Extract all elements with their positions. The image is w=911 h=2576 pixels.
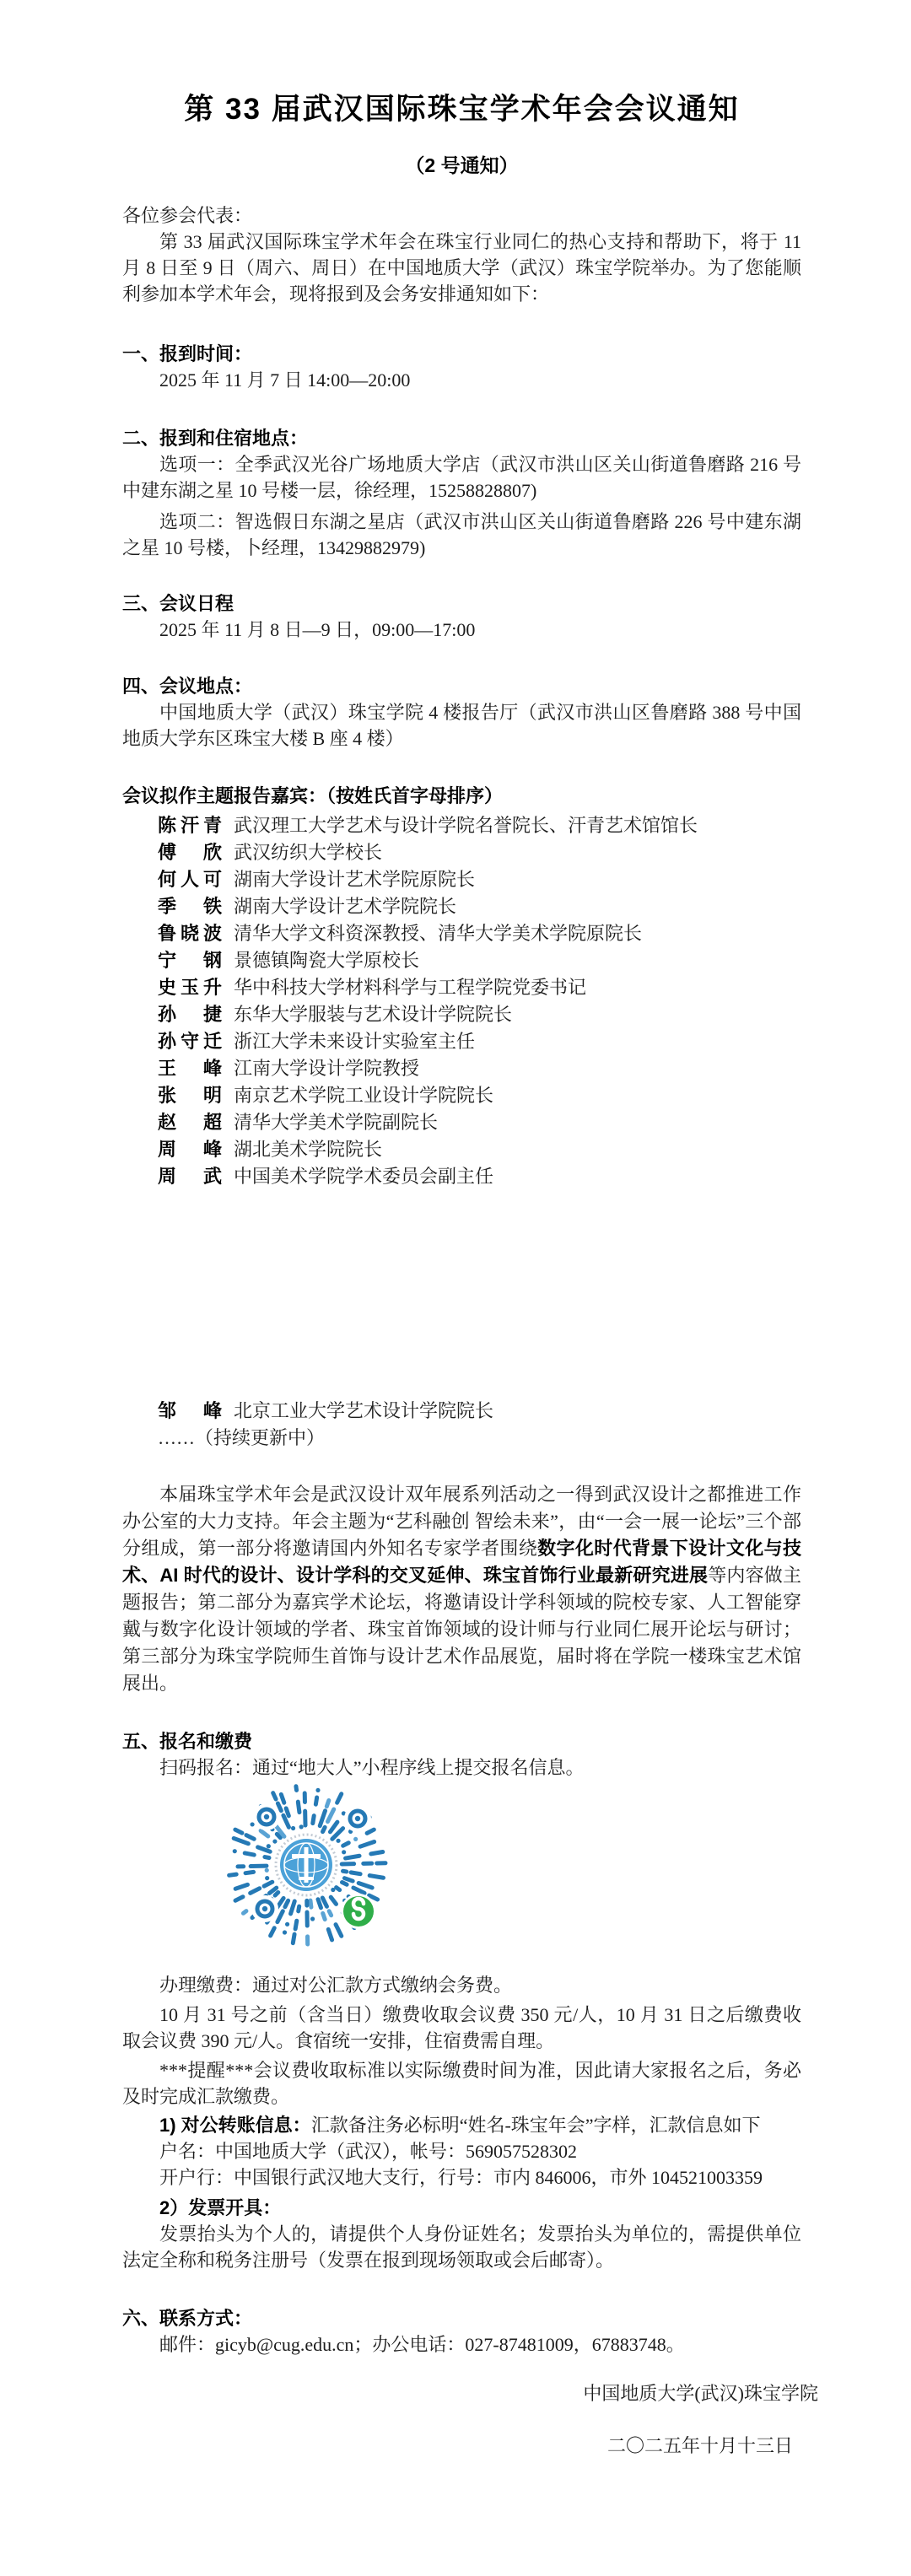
speaker-title: 湖南大学设计艺术学院院长	[234, 896, 457, 917]
transfer-info-label: 1) 对公转账信息：	[159, 2115, 311, 2136]
speaker-title: 武汉纺织大学校长	[234, 842, 383, 863]
speaker-row	[122, 920, 801, 947]
transfer-info-line	[122, 2112, 801, 2138]
speaker-name: 史玉升	[158, 977, 227, 998]
contact-info: 邮件：gicyb@cug.edu.cn；办公电话：027-87481009，67883748。	[159, 2334, 685, 2355]
speaker-name: 王 峰	[158, 1058, 227, 1079]
section-5-heading: 五、报名和缴费	[122, 1731, 253, 1752]
intro-paragraph: 第 33 届武汉国际珠宝学术年会在珠宝行业同仁的热心支持和帮助下，将于 11 月 8 日至 9 日（周六、周日）在中国地质大学（武汉）珠宝学院举办。为了您能顺利参加本学术年会，现将报到及会务安排通知如下：	[122, 231, 801, 304]
speaker-title: 浙江大学未来设计实验室主任	[234, 1031, 476, 1052]
speaker-row	[122, 1001, 801, 1028]
fee-line: 10 月 31 号之前（含当日）缴费收取会议费 350 元/人，10 月 31 日之后缴费收取会议费 390 元/人。食宿统一安排，住宿费需自理。	[122, 2004, 801, 2051]
speaker-row	[122, 1055, 801, 1082]
speaker-row	[122, 1109, 801, 1136]
pay-method-line: 办理缴费：通过对公汇款方式缴纳会务费。	[159, 1975, 513, 1996]
section-1-heading: 一、报到时间：	[122, 343, 253, 364]
speaker-name: 张 明	[158, 1085, 227, 1106]
speaker-name: 孙守迁	[158, 1031, 227, 1052]
speakers-list-part2	[122, 1398, 801, 1425]
lodging-option-2: 选项二：智选假日东湖之星店（武汉市洪山区关山街道鲁磨路 226 号中建东湖之星 10 号楼，卜经理，13429882979)	[122, 511, 801, 558]
registration-time: 2025 年 11 月 7 日 14:00—20:00	[159, 369, 411, 391]
speaker-row	[122, 1136, 801, 1163]
theme-bold-segment: 数字化时代背景下设计文化与技术、AI 时代的设计、设计学科的交叉延伸、珠宝首饰行业最新研究进展	[122, 1538, 801, 1586]
speakers-list-part1	[122, 812, 801, 1190]
document-title: 第 33 届武汉国际珠宝学术年会会议通知	[184, 93, 740, 126]
page-break-gap	[122, 1190, 801, 1398]
document-subtitle: （2 号通知）	[405, 154, 519, 176]
bank-account-line: 户名：中国地质大学（武汉），帐号：569057528302	[159, 2141, 578, 2162]
speaker-title: 南京艺术学院工业设计学院院长	[234, 1085, 494, 1106]
speaker-name: 赵 超	[158, 1112, 227, 1133]
speaker-title: 中国美术学院学术委员会副主任	[234, 1166, 494, 1187]
schedule-time: 2025 年 11 月 8 日—9 日，09:00—17:00	[159, 619, 476, 640]
section-6-heading: 六、联系方式：	[122, 2308, 253, 2329]
speaker-name: 何人可	[158, 869, 227, 890]
invoice-body: 发票抬头为个人的，请提供个人身份证姓名；发票抬头为单位的，需提供单位法定全称和税务注册号（发票在报到现场领取或会后邮寄）。	[122, 2223, 801, 2271]
speaker-name: 傅 欣	[158, 842, 227, 863]
theme-text-segment: 本届珠宝学术年会是武汉设计双年展系列活动之一得到武汉设计之都推进工作办公室的大力支持。年会主题为“艺科融创 智绘未来”，由“一会一展一论坛”三个部分组成，第一部分将邀请国内外知名专家学者围绕	[122, 1484, 801, 1559]
speaker-row	[122, 866, 801, 893]
section-3-heading: 三、会议日程	[122, 593, 234, 614]
speaker-name: 宁 钢	[158, 950, 227, 971]
speaker-row	[122, 947, 801, 974]
speaker-title: 北京工业大学艺术设计学院院长	[234, 1400, 494, 1421]
salutation: 各位参会代表：	[122, 205, 253, 226]
theme-paragraph	[122, 1481, 801, 1697]
speaker-row	[122, 812, 801, 839]
speaker-title: 武汉理工大学艺术与设计学院名誉院长、汗青艺术馆馆长	[234, 815, 698, 836]
footer-organization: 中国地质大学(武汉)珠宝学院	[583, 2383, 818, 2404]
speaker-title: 湖北美术学院院长	[234, 1139, 383, 1160]
scan-register-line: 扫码报名：通过“地大人”小程序线上提交报名信息。	[159, 1757, 585, 1778]
lodging-option-1: 选项一：全季武汉光谷广场地质大学店（武汉市洪山区关山街道鲁磨路 216 号中建东湖之星 10 号楼一层，徐经理，15258828807)	[122, 454, 801, 501]
theme-text-segment: 等内容做主题报告；第二部分为嘉宾学术论坛，将邀请设计学科领域的院校专家、人工智能穿戴与数字化设计领域的学者、珠宝首饰领域的设计师与行业同仁展开论坛与研讨；第三部分为珠宝学院师生首饰与设计艺术作品展览，届时将在学院一楼珠宝艺术馆展出。	[122, 1565, 801, 1694]
speaker-name: 陈汗青	[158, 815, 227, 836]
speaker-row	[122, 1398, 801, 1425]
speakers-heading: 会议拟作主题报告嘉宾：（按姓氏首字母排序）	[122, 785, 504, 806]
section-2-heading: 二、报到和住宿地点：	[122, 428, 309, 449]
reminder-line: ***提醒***会议费收取标准以实际缴费时间为准，因此请大家报名之后，务必及时完成汇款缴费。	[122, 2060, 801, 2107]
speaker-name: 邹 峰	[158, 1400, 227, 1421]
transfer-info-note: 汇款备注务必标明“姓名-珠宝年会”字样，汇款信息如下	[310, 2115, 761, 2136]
speaker-row	[122, 1082, 801, 1109]
speaker-row	[122, 839, 801, 866]
speaker-title: 清华大学美术学院副院长	[234, 1112, 439, 1133]
speaker-name: 周 峰	[158, 1139, 227, 1160]
miniprogram-qr-graphic	[222, 1781, 391, 1949]
registration-qr-code	[222, 1781, 391, 1949]
footer-date: 二〇二五年十月十三日	[606, 2435, 793, 2456]
speaker-title: 东华大学服装与艺术设计学院院长	[234, 1004, 513, 1025]
speaker-row	[122, 1163, 801, 1190]
speaker-name: 孙 捷	[158, 1004, 227, 1025]
section-4-heading: 四、会议地点：	[122, 676, 253, 697]
speaker-title: 华中科技大学材料科学与工程学院党委书记	[234, 977, 587, 998]
speaker-row	[122, 974, 801, 1001]
speaker-title: 湖南大学设计艺术学院原院长	[234, 869, 476, 890]
venue-address: 中国地质大学（武汉）珠宝学院 4 楼报告厅（武汉市洪山区鲁磨路 388 号中国地质大学东区珠宝大楼 B 座 4 楼）	[122, 702, 801, 749]
bank-branch-line: 开户行：中国银行武汉地大支行，行号：市内 846006，市外 104521003359	[159, 2167, 763, 2188]
speaker-title: 清华大学文科资深教授、清华大学美术学院原院长	[234, 923, 643, 944]
speaker-name: 周 武	[158, 1166, 227, 1187]
speaker-name: 季 铁	[158, 896, 227, 917]
speaker-name: 鲁晓波	[158, 923, 227, 944]
speaker-row	[122, 893, 801, 920]
invoice-label: 2）发票开具：	[159, 2197, 282, 2218]
speaker-title: 景德镇陶瓷大学原校长	[234, 950, 420, 971]
speaker-title: 江南大学设计学院教授	[234, 1058, 420, 1079]
speaker-row	[122, 1028, 801, 1055]
speakers-updating-note: ……（持续更新中）	[158, 1427, 326, 1448]
